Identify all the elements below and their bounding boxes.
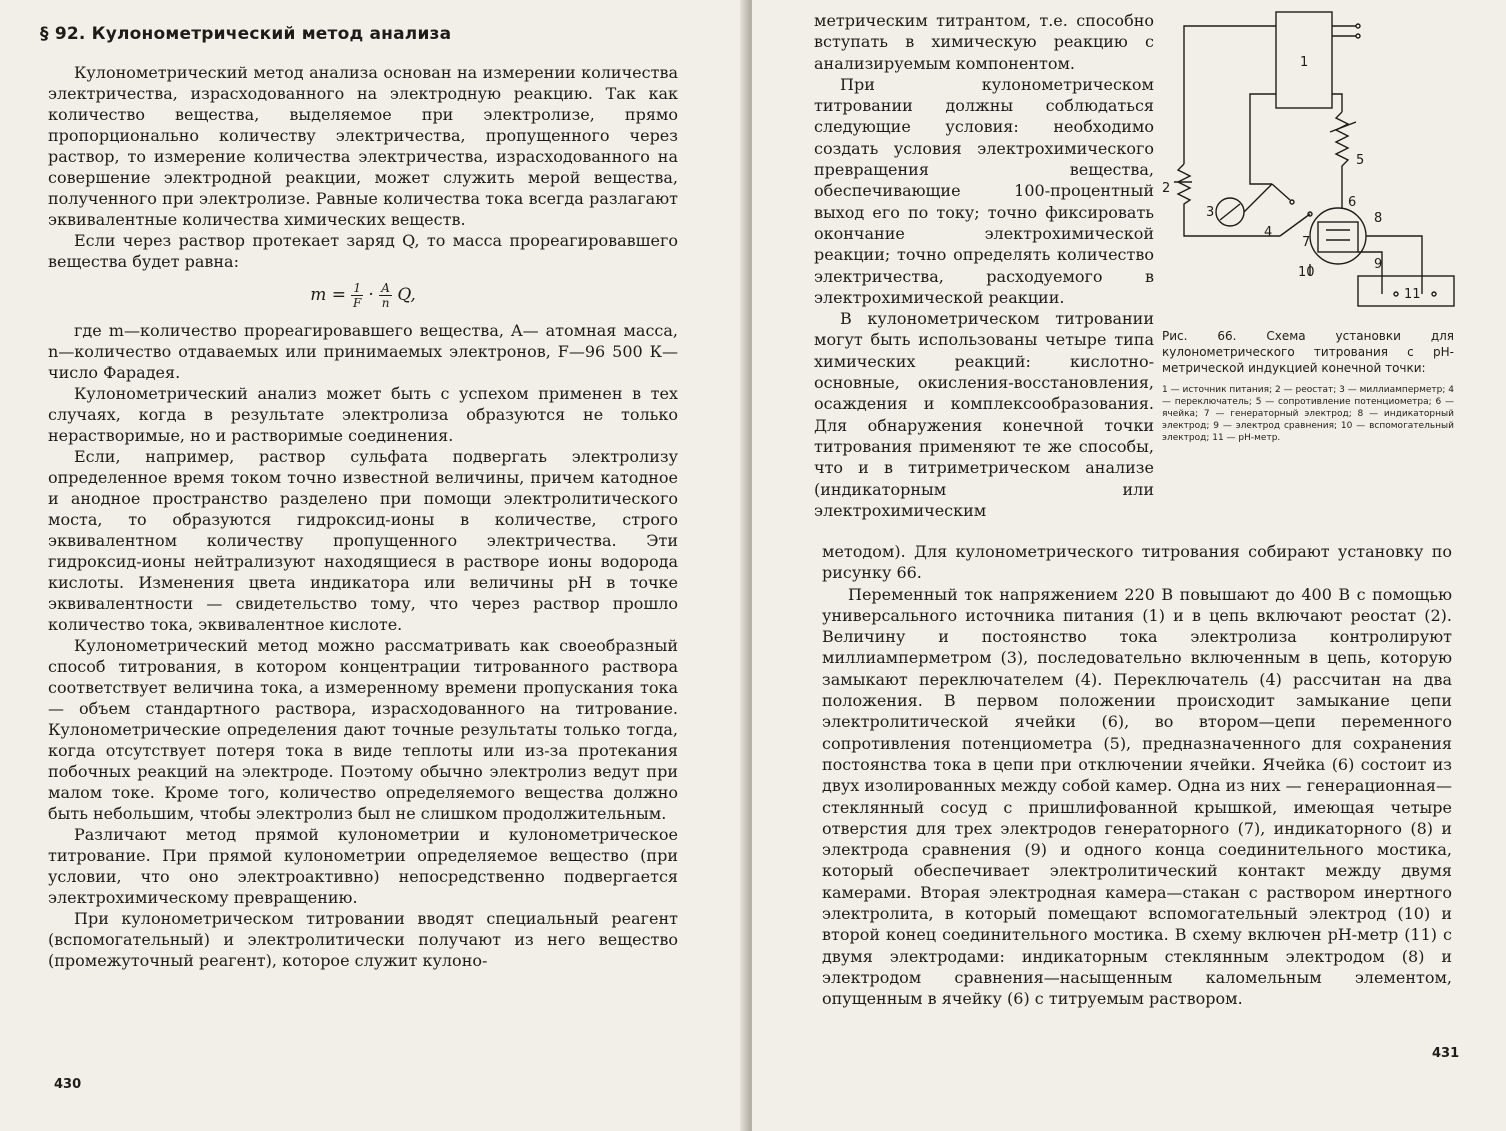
paragraph: где m—количество прореагировавшего вещества, A— атомная масса, n—количество отдаваемых или принимаемых электронов, F—96 500 К—число Фарадея. xyxy=(48,321,678,382)
diagram-label: 11 xyxy=(1404,287,1421,302)
diagram-label: 10 xyxy=(1298,265,1315,280)
figure-caption xyxy=(1162,328,1454,444)
paragraph: Если, например, раствор сульфата подвергать электролизу определенное время током точно известной величины, причем катодное и анодное пространство разделено при помощи электролитического моста, то образуются гидроксид-ионы в количестве, строго эквивалентном количеству пропущенного электричества. Эти гидроксид-ионы нейтрализуют находящиеся в растворе ионы водорода кислоты. Изменения цвета индикатора или величины pH в точке эквивалентности — свидетельство тому, что через раствор прошло количество тока, эквивалентное кислоте. xyxy=(48,447,678,634)
diagram-label: 5 xyxy=(1356,153,1365,168)
paragraph: При кулонометрическом титровании вводят специальный реагент (вспомогательный) и электролитически получают из него вещество (промежуточный реагент), которое служит кулоно- xyxy=(48,909,678,970)
circuit-diagram-figure xyxy=(1160,4,1460,320)
diagram-label: 3 xyxy=(1206,205,1215,220)
fraction-denominator: n xyxy=(381,296,390,310)
paragraph: В кулонометрическом титровании могут быть использованы четыре типа химических реакций: кислотно-основные, окисления-восстановления, осаждения и комплексообразования. Для обнаружения конечной точки титрования применяют те же способы, что и в титриметрическом анализе (индикаторным или электрохимическим xyxy=(814,309,1154,520)
diagram-labels xyxy=(1162,55,1421,302)
paragraph: метрическим титрантом, т.е. способно вступать в химическую реакцию с анализируемым компонентом. xyxy=(814,11,1154,73)
left-page-text xyxy=(48,62,678,971)
paragraph: Если через раствор протекает заряд Q, то масса прореагировавшего вещества будет равна: xyxy=(48,231,678,271)
page-number-right: 431 xyxy=(1432,1046,1460,1061)
diagram-label: 2 xyxy=(1162,181,1171,196)
right-page-text-full xyxy=(822,541,1452,1010)
caption-title: Рис. 66. Схема установки для кулонометрического титрования с pH-метрической индукцией конечной точки: xyxy=(1162,329,1454,375)
paragraph: методом). Для кулонометрического титрования собирают установку по рисунку 66. xyxy=(822,542,1452,583)
diagram-label: 7 xyxy=(1302,235,1311,250)
paragraph: Кулонометрический метод анализа основан на измерении количества электричества, израсходованного на электродную реакцию. Так как количество вещества, выделяемое при электролизе, прямо пропорционально количеству электричества, пропущенного через раствор, то измерение количества электричества, израсходованного на совершение электродной реакции, может служить мерой вещества, полученного при электролизе. Равные количества тока всегда разлагают эквивалентные количества химических веществ. xyxy=(48,63,678,229)
diagram-label: 6 xyxy=(1348,195,1357,210)
diagram-label: 4 xyxy=(1264,225,1273,240)
formula-fraction-1 xyxy=(351,281,363,310)
right-page-text-column xyxy=(814,10,1154,521)
faraday-formula xyxy=(48,280,678,310)
paragraph: Различают метод прямой кулонометрии и кулонометрическое титрование. При прямой кулонометрии определяемое вещество (при условии, что оно электроактивно) непосредственно подвергается электрохимическому превращению. xyxy=(48,825,678,907)
left-page xyxy=(0,0,748,1131)
paragraph: Переменный ток напряжением 220 В повышают до 400 В с помощью универсального источника питания (1) и в цепь включают реостат (2). Величину и постоянство тока электролиза контролируют миллиамперметром (3), последовательно включенным в цепь, которую замыкают переключателем (4). Переключатель (4) рассчитан на два положения. В первом положении происходит замыкание цепи электролитической ячейки (6), во втором—цепи переменного сопротивления потенциометра (5), предназначенного для сохранения постоянства тока в цепи при отключении ячейки. Ячейка (6) состоит из двух изолированных между собой камер. Одна из них — генерационная—стеклянный сосуд с пришлифованной крышкой, имеющая четыре отверстия для трех электродов генераторного (7), индикаторного (8) и электрода сравнения (9) и одного конца соединительного мостика, который обеспечивает электролитический контакт между двумя камерами. Вторая электродная камера—стакан с раствором инертного электролита, в который помещают вспомогательный электрод (10) и второй конец соединительного мостика. В схему включен pH-метр (11) с двумя электродами: индикаторным стеклянным электродом (8) и электродом сравнения—насыщенным каломельным элементом, опущенным в ячейку (6) с титруемым раствором. xyxy=(822,584,1452,1009)
diagram-label: 1 xyxy=(1300,55,1309,70)
circuit-diagram xyxy=(1160,4,1460,320)
fraction-numerator: 1 xyxy=(353,281,362,295)
paragraph: Кулонометрический метод можно рассматривать как своеобразный способ титрования, в котором концентрации титрованного раствора соответствует величина тока, а измеренному времени пропускания тока — объем стандартного раствора, израсходованного на титрование. Кулонометрические определения дают точные результаты только тогда, когда отсутствует потеря тока в виде теплоты или из-за протекания побочных реакций на электроде. Поэтому обычно электролиз ведут при малом токе. Кроме того, количество определяемого вещества должно быть небольшим, чтобы электролиз был не слишком продолжительным. xyxy=(48,636,678,823)
paragraph: Кулонометрический анализ может быть с успехом применен в тех случаях, когда в результате электролиза образуются не только нерастворимые, но и растворимые соединения. xyxy=(48,384,678,445)
formula-dot: · xyxy=(368,285,374,305)
caption-legend: 1 — источник питания; 2 — реостат; 3 — миллиамперметр; 4 — переключатель; 5 — сопротивление потенциометра; 6 — ячейка; 7 — генераторный электрод; 8 — индикаторный электрод; 9 — электрод сравнения; 10 — вспомогательный электрод; 11 — pH-метр. xyxy=(1162,385,1454,443)
formula-fraction-2 xyxy=(379,281,392,310)
fraction-numerator: A xyxy=(381,281,390,295)
diagram-label: 9 xyxy=(1374,257,1383,272)
right-page xyxy=(752,0,1506,1131)
page-number-left: 430 xyxy=(54,1077,82,1092)
diagram-label: 8 xyxy=(1374,211,1383,226)
formula-lhs: m = xyxy=(310,285,346,305)
section-title: § 92. Кулонометрический метод анализа xyxy=(40,24,452,44)
paragraph: При кулонометрическом титровании должны соблюдаться следующие условия: необходимо создать условия электрохимического превращения вещества, обеспечивающие 100-процентный выход его по току; точно фиксировать окончание электрохимической реакции; точно определять количество электричества, расходуемого в электрохимической реакции. xyxy=(814,74,1154,307)
formula-tail: Q, xyxy=(397,285,416,305)
fraction-denominator: F xyxy=(353,296,362,310)
